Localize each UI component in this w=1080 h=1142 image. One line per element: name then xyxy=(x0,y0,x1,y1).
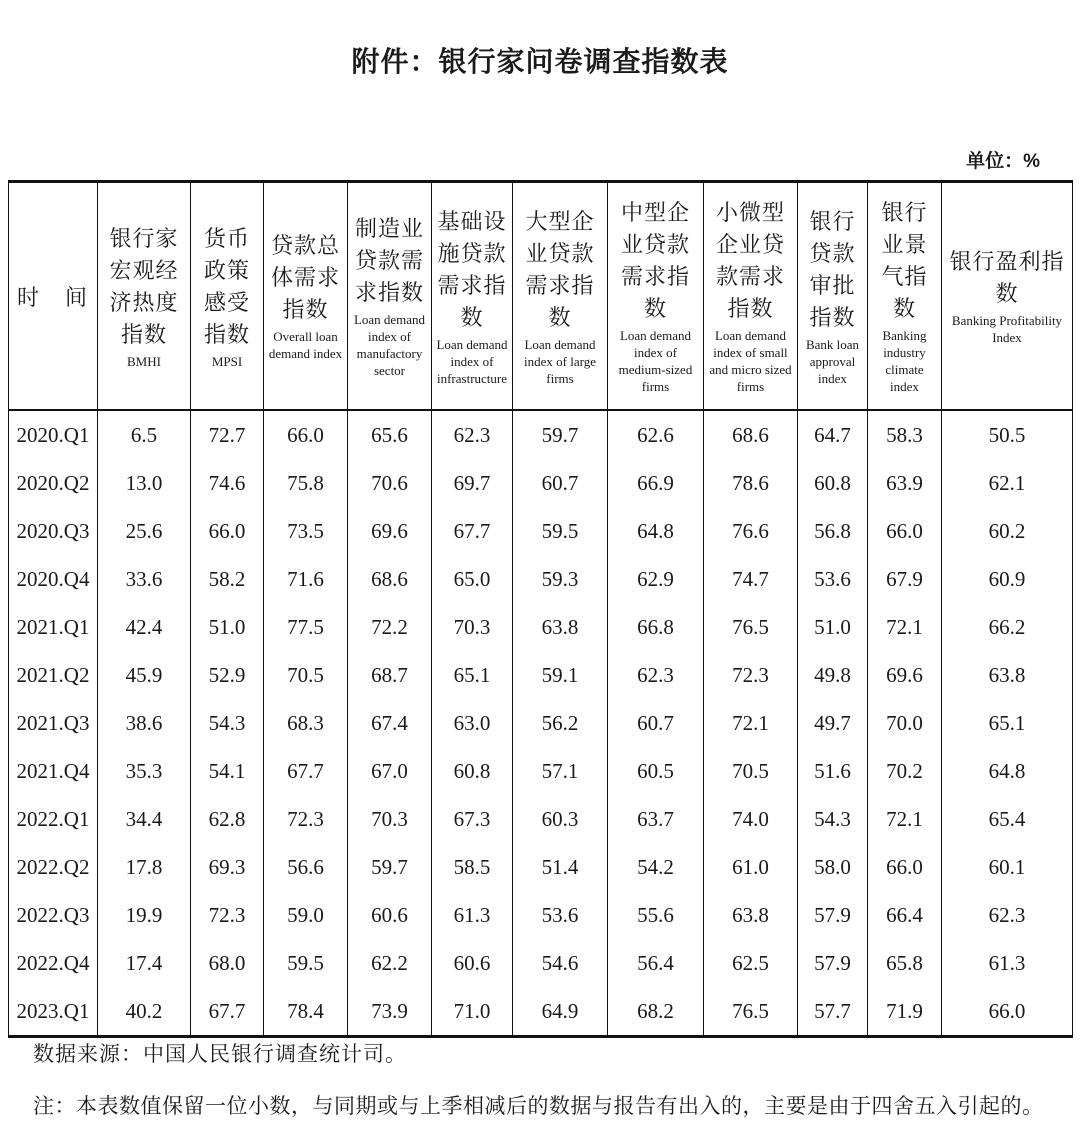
table-cell: 65.8 xyxy=(868,939,942,987)
table-cell: 62.3 xyxy=(608,651,704,699)
table-cell: 72.3 xyxy=(191,891,264,939)
table-cell: 62.3 xyxy=(942,891,1073,939)
table-cell: 64.7 xyxy=(798,410,868,459)
table-cell: 76.6 xyxy=(704,507,798,555)
column-header-zh: 银行业景气指数 xyxy=(881,200,928,321)
table-row xyxy=(9,651,1073,699)
column-header-en: Loan demand index of small and micro sized firms xyxy=(709,328,792,394)
table-cell: 58.0 xyxy=(798,843,868,891)
table-cell: 73.9 xyxy=(348,987,432,1037)
column-header xyxy=(868,182,942,411)
column-header-en: Bank loan approval index xyxy=(805,336,860,386)
table-row xyxy=(9,843,1073,891)
table-cell: 67.9 xyxy=(868,555,942,603)
footnote: 注：本表数值保留一位小数，与同期或与上季相减后的数据与报告有出入的，主要是由于四舍五入引起的。 xyxy=(33,1094,1044,1118)
column-header-en: Banking Profitability Index xyxy=(951,313,1063,345)
column-header-zh: 基础设施贷款需求指数 xyxy=(437,208,507,330)
table-cell: 56.6 xyxy=(264,843,348,891)
table-cell: 60.7 xyxy=(608,699,704,747)
table-cell: 68.6 xyxy=(348,555,432,603)
row-period: 2020.Q1 xyxy=(9,410,98,459)
table-cell: 65.4 xyxy=(942,795,1073,843)
table-cell: 62.6 xyxy=(608,410,704,459)
column-header-en: Loan demand index of medium-sized firms xyxy=(618,328,693,394)
table-cell: 62.5 xyxy=(704,939,798,987)
row-period: 2020.Q4 xyxy=(9,555,98,603)
table-cell: 69.7 xyxy=(432,459,513,507)
column-header-en: BMHI xyxy=(127,353,161,369)
table-cell: 6.5 xyxy=(98,410,191,459)
column-header xyxy=(348,182,432,411)
table-cell: 63.0 xyxy=(432,699,513,747)
column-header xyxy=(513,182,608,411)
row-period: 2023.Q1 xyxy=(9,987,98,1037)
table-cell: 61.3 xyxy=(432,891,513,939)
table-cell: 78.6 xyxy=(704,459,798,507)
table-cell: 63.8 xyxy=(513,603,608,651)
table-cell: 71.0 xyxy=(432,987,513,1037)
table-cell: 63.7 xyxy=(608,795,704,843)
table-cell: 71.9 xyxy=(868,987,942,1037)
column-header-zh: 制造业贷款需求指数 xyxy=(354,216,424,305)
table-cell: 53.6 xyxy=(798,555,868,603)
table-cell: 59.7 xyxy=(513,410,608,459)
table-cell: 60.2 xyxy=(942,507,1073,555)
table-cell: 70.3 xyxy=(432,603,513,651)
table-cell: 73.5 xyxy=(264,507,348,555)
table-cell: 66.0 xyxy=(868,843,942,891)
row-period: 2022.Q3 xyxy=(9,891,98,939)
table-cell: 51.0 xyxy=(191,603,264,651)
table-row xyxy=(9,410,1073,459)
table-cell: 60.6 xyxy=(348,891,432,939)
table-cell: 65.1 xyxy=(432,651,513,699)
table-cell: 66.8 xyxy=(608,603,704,651)
table-cell: 54.2 xyxy=(608,843,704,891)
row-period: 2022.Q4 xyxy=(9,939,98,987)
table-cell: 66.2 xyxy=(942,603,1073,651)
table-cell: 65.1 xyxy=(942,699,1073,747)
table-row xyxy=(9,747,1073,795)
column-header-zh: 银行盈利指数 xyxy=(949,249,1065,306)
table-cell: 70.2 xyxy=(868,747,942,795)
table-header-row xyxy=(9,182,1073,411)
column-header-en: Loan demand index of manufactory sector xyxy=(353,312,426,378)
table-cell: 40.2 xyxy=(98,987,191,1037)
column-header xyxy=(608,182,704,411)
table-cell: 64.8 xyxy=(942,747,1073,795)
table-cell: 56.2 xyxy=(513,699,608,747)
table-cell: 50.5 xyxy=(942,410,1073,459)
table-cell: 67.3 xyxy=(432,795,513,843)
table-cell: 74.7 xyxy=(704,555,798,603)
table-cell: 68.6 xyxy=(704,410,798,459)
table-cell: 60.6 xyxy=(432,939,513,987)
table-cell: 72.3 xyxy=(704,651,798,699)
table-cell: 60.8 xyxy=(798,459,868,507)
table-cell: 66.9 xyxy=(608,459,704,507)
time-column-header: 时 间 xyxy=(9,182,98,411)
table-cell: 69.6 xyxy=(348,507,432,555)
table-cell: 66.0 xyxy=(942,987,1073,1037)
table-row xyxy=(9,459,1073,507)
table-row xyxy=(9,555,1073,603)
table-row xyxy=(9,891,1073,939)
column-header xyxy=(942,182,1073,411)
column-header-zh: 中型企业贷款需求指数 xyxy=(620,200,690,321)
table-cell: 75.8 xyxy=(264,459,348,507)
table-cell: 54.3 xyxy=(798,795,868,843)
table-cell: 60.3 xyxy=(513,795,608,843)
row-period: 2022.Q1 xyxy=(9,795,98,843)
table-cell: 60.9 xyxy=(942,555,1073,603)
table-cell: 70.5 xyxy=(704,747,798,795)
table-cell: 57.1 xyxy=(513,747,608,795)
table-cell: 13.0 xyxy=(98,459,191,507)
column-header-en: Loan demand index of infrastructure xyxy=(436,336,508,386)
row-period: 2021.Q3 xyxy=(9,699,98,747)
table-cell: 56.4 xyxy=(608,939,704,987)
table-cell: 54.1 xyxy=(191,747,264,795)
table-cell: 72.2 xyxy=(348,603,432,651)
table-row xyxy=(9,603,1073,651)
row-period: 2020.Q3 xyxy=(9,507,98,555)
table-row xyxy=(9,507,1073,555)
table-cell: 25.6 xyxy=(98,507,191,555)
column-header xyxy=(191,182,264,411)
table-cell: 68.0 xyxy=(191,939,264,987)
table-cell: 76.5 xyxy=(704,603,798,651)
table-cell: 53.6 xyxy=(513,891,608,939)
table-cell: 60.5 xyxy=(608,747,704,795)
table-cell: 19.9 xyxy=(98,891,191,939)
table-cell: 55.6 xyxy=(608,891,704,939)
table-cell: 70.3 xyxy=(348,795,432,843)
table-cell: 66.4 xyxy=(868,891,942,939)
table-cell: 61.3 xyxy=(942,939,1073,987)
table-cell: 58.5 xyxy=(432,843,513,891)
table-cell: 56.8 xyxy=(798,507,868,555)
table-cell: 59.3 xyxy=(513,555,608,603)
table-cell: 51.0 xyxy=(798,603,868,651)
table-row xyxy=(9,795,1073,843)
table-cell: 67.7 xyxy=(264,747,348,795)
table-cell: 66.0 xyxy=(191,507,264,555)
table-cell: 67.7 xyxy=(432,507,513,555)
table-row xyxy=(9,987,1073,1037)
table-cell: 60.8 xyxy=(432,747,513,795)
table-cell: 59.7 xyxy=(348,843,432,891)
table-cell: 54.3 xyxy=(191,699,264,747)
column-header xyxy=(704,182,798,411)
table-cell: 62.3 xyxy=(432,410,513,459)
column-header-en: MPSI xyxy=(211,353,243,369)
table-cell: 64.9 xyxy=(513,987,608,1037)
table-cell: 72.1 xyxy=(704,699,798,747)
table-cell: 74.6 xyxy=(191,459,264,507)
table-cell: 72.1 xyxy=(868,603,942,651)
table-cell: 51.6 xyxy=(798,747,868,795)
table-cell: 66.0 xyxy=(264,410,348,459)
table-cell: 68.2 xyxy=(608,987,704,1037)
table-cell: 78.4 xyxy=(264,987,348,1037)
column-header xyxy=(798,182,868,411)
table-cell: 49.7 xyxy=(798,699,868,747)
table-cell: 70.5 xyxy=(264,651,348,699)
table-cell: 59.0 xyxy=(264,891,348,939)
table-cell: 68.3 xyxy=(264,699,348,747)
column-header xyxy=(98,182,191,411)
table-cell: 62.1 xyxy=(942,459,1073,507)
table-cell: 66.0 xyxy=(868,507,942,555)
table-cell: 62.9 xyxy=(608,555,704,603)
table-cell: 69.3 xyxy=(191,843,264,891)
table-cell: 67.4 xyxy=(348,699,432,747)
table-cell: 58.3 xyxy=(868,410,942,459)
row-period: 2021.Q4 xyxy=(9,747,98,795)
table-cell: 67.7 xyxy=(191,987,264,1037)
table-cell: 67.0 xyxy=(348,747,432,795)
table-cell: 61.0 xyxy=(704,843,798,891)
table-cell: 57.9 xyxy=(798,891,868,939)
table-row xyxy=(9,699,1073,747)
table-cell: 51.4 xyxy=(513,843,608,891)
table-cell: 34.4 xyxy=(98,795,191,843)
row-period: 2021.Q2 xyxy=(9,651,98,699)
table-cell: 60.1 xyxy=(942,843,1073,891)
table-cell: 68.7 xyxy=(348,651,432,699)
table-cell: 65.6 xyxy=(348,410,432,459)
table-cell: 72.1 xyxy=(868,795,942,843)
table-cell: 49.8 xyxy=(798,651,868,699)
table-cell: 59.5 xyxy=(264,939,348,987)
unit-label: 单位：% xyxy=(966,151,1040,172)
column-header xyxy=(432,182,513,411)
table-cell: 77.5 xyxy=(264,603,348,651)
table-body xyxy=(9,410,1073,1037)
table-cell: 69.6 xyxy=(868,651,942,699)
table-cell: 63.9 xyxy=(868,459,942,507)
table-cell: 63.8 xyxy=(704,891,798,939)
table-cell: 59.5 xyxy=(513,507,608,555)
column-header-zh: 小微型企业贷款需求指数 xyxy=(715,200,785,321)
table-cell: 42.4 xyxy=(98,603,191,651)
table-cell: 72.7 xyxy=(191,410,264,459)
data-source: 数据来源：中国人民银行调查统计司。 xyxy=(33,1042,407,1066)
table-row xyxy=(9,939,1073,987)
table-cell: 62.8 xyxy=(191,795,264,843)
column-header-zh: 银行贷款审批指数 xyxy=(809,208,856,330)
table-cell: 33.6 xyxy=(98,555,191,603)
table-cell: 38.6 xyxy=(98,699,191,747)
table-cell: 52.9 xyxy=(191,651,264,699)
page-title: 附件：银行家问卷调查指数表 xyxy=(351,46,729,77)
table-cell: 57.7 xyxy=(798,987,868,1037)
table-cell: 35.3 xyxy=(98,747,191,795)
table-cell: 70.0 xyxy=(868,699,942,747)
row-period: 2022.Q2 xyxy=(9,843,98,891)
column-header-en: Banking industry climate index xyxy=(882,328,927,394)
row-period: 2020.Q2 xyxy=(9,459,98,507)
table-cell: 57.9 xyxy=(798,939,868,987)
column-header-en: Loan demand index of large firms xyxy=(524,336,596,386)
table-cell: 17.4 xyxy=(98,939,191,987)
table-cell: 64.8 xyxy=(608,507,704,555)
column-header-zh: 银行家宏观经济热度指数 xyxy=(109,225,179,347)
table-cell: 60.7 xyxy=(513,459,608,507)
table-cell: 71.6 xyxy=(264,555,348,603)
table-cell: 62.2 xyxy=(348,939,432,987)
table-cell: 72.3 xyxy=(264,795,348,843)
column-header-zh: 货币政策感受指数 xyxy=(203,225,250,347)
survey-index-table xyxy=(8,180,1073,1038)
table-cell: 76.5 xyxy=(704,987,798,1037)
column-header-zh: 大型企业贷款需求指数 xyxy=(525,208,595,330)
table-cell: 58.2 xyxy=(191,555,264,603)
row-period: 2021.Q1 xyxy=(9,603,98,651)
column-header-zh: 贷款总体需求指数 xyxy=(270,233,340,322)
table-cell: 70.6 xyxy=(348,459,432,507)
table-cell: 17.8 xyxy=(98,843,191,891)
column-header xyxy=(264,182,348,411)
table-cell: 45.9 xyxy=(98,651,191,699)
table-cell: 54.6 xyxy=(513,939,608,987)
table-cell: 74.0 xyxy=(704,795,798,843)
table-cell: 65.0 xyxy=(432,555,513,603)
table-cell: 63.8 xyxy=(942,651,1073,699)
table-cell: 59.1 xyxy=(513,651,608,699)
column-header-en: Overall loan demand index xyxy=(268,329,343,361)
